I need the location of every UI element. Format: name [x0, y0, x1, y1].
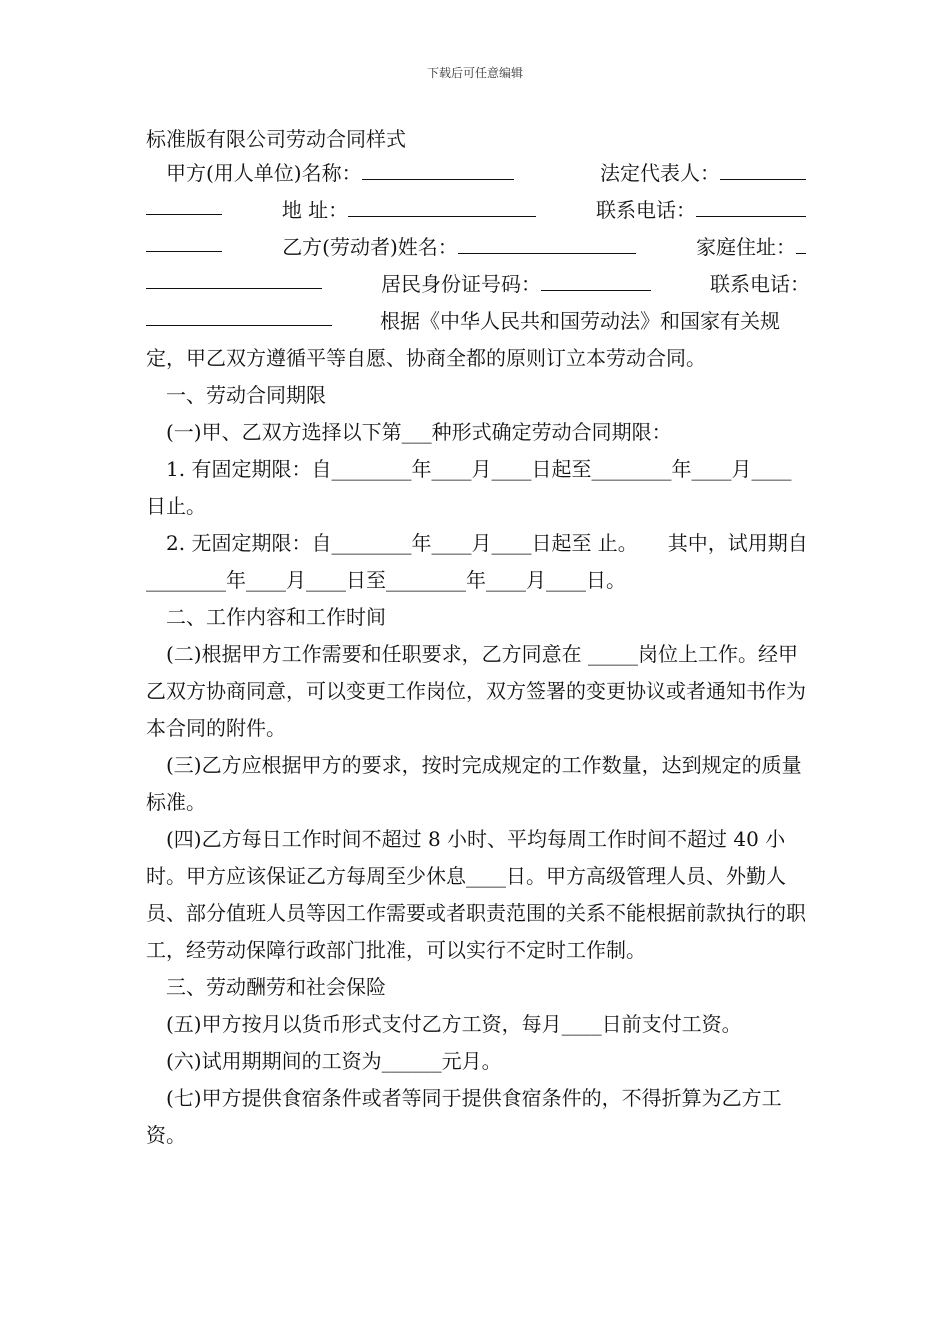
section-3-para-2: (六)试用期期间的工资为______元月。: [166, 1049, 502, 1073]
party-info-form: [146, 155, 810, 377]
document-title: 标准版有限公司劳动合同样式: [146, 127, 406, 151]
home-address-blank: [796, 231, 806, 254]
home-address-label: 家庭住址：: [695, 235, 796, 259]
id-number-label: 居民身份证号码：: [381, 272, 541, 296]
phone-label: 联系电话：: [595, 198, 696, 222]
section-1-para-1: (一)甲、乙双方选择以下第___种形式确定劳动合同期限：: [166, 420, 672, 444]
party-a-name-label: 甲方(用人单位)名称：: [166, 161, 362, 185]
section-2-para-2: (三)乙方应根据甲方的要求，按时完成规定的工作数量，达到规定的质量标准。: [146, 753, 802, 814]
section-2-title: 二、工作内容和工作时间: [166, 605, 386, 629]
contract-body: [146, 155, 810, 1154]
page-header: 下载后可任意编辑: [426, 66, 523, 80]
address-blank: [348, 194, 536, 217]
preamble: 根据《中华人民共和国劳动法》和国家有关规定，甲乙双方遵循平等自愿、协商全都的原则订立本劳动合同。: [146, 309, 780, 370]
form-row: [146, 192, 810, 229]
section-3-para-3: (七)甲方提供食宿条件或者等同于提供食宿条件的，不得折算为乙方工资。: [146, 1086, 782, 1147]
phone-blank: [696, 194, 806, 217]
section-3-para-1: (五)甲方按月以货币形式支付乙方工资，每月____日前支付工资。: [166, 1012, 742, 1036]
home-address-blank-cont: [146, 266, 322, 289]
form-row: [146, 155, 810, 192]
section-2-para-3: (四)乙方每日工作时间不超过 8 小时、平均每周工作时间不超过 40 小时。甲方应该保证乙方每周至少休息____日。甲方高级管理人员、外勤人员、部分值班人员等因工作需要或者职责范围的关系不能根据前款执行的职工，经劳动保障行政部门批准，可以实行不定时工作制。: [146, 827, 806, 962]
legal-rep-label: 法定代表人：: [600, 161, 720, 185]
address-label: 地 址：: [281, 198, 349, 222]
phone-blank-cont: [146, 229, 222, 252]
section-1-para-3: 2. 无固定期限：自________年____月____日起至 止。 其中，试用期自________年____月____日至________年____月____日。: [146, 531, 808, 592]
section-1-para-2: 1. 有固定期限：自________年____月____日起至________年____月____日止。: [146, 457, 792, 518]
form-row: [146, 266, 810, 303]
phone-label-2: 联系电话：: [710, 272, 810, 296]
party-b-name-blank: [458, 231, 636, 254]
id-number-blank: [541, 268, 651, 291]
section-3-title: 三、劳动酬劳和社会保险: [166, 975, 386, 999]
legal-rep-blank-cont: [146, 192, 222, 215]
form-row: [146, 303, 810, 377]
legal-rep-blank: [720, 157, 806, 180]
section-1-title: 一、劳动合同期限: [166, 383, 326, 407]
section-2-para-1: (二)根据甲方工作需要和任职要求，乙方同意在 _____岗位上工作。经甲乙双方协商同意，可以变更工作岗位，双方签署的变更协议或者通知书作为本合同的附件。: [146, 642, 806, 740]
party-b-name-label: 乙方(劳动者)姓名：: [282, 235, 458, 259]
party-a-name-blank: [362, 157, 514, 180]
form-row: [146, 229, 810, 266]
